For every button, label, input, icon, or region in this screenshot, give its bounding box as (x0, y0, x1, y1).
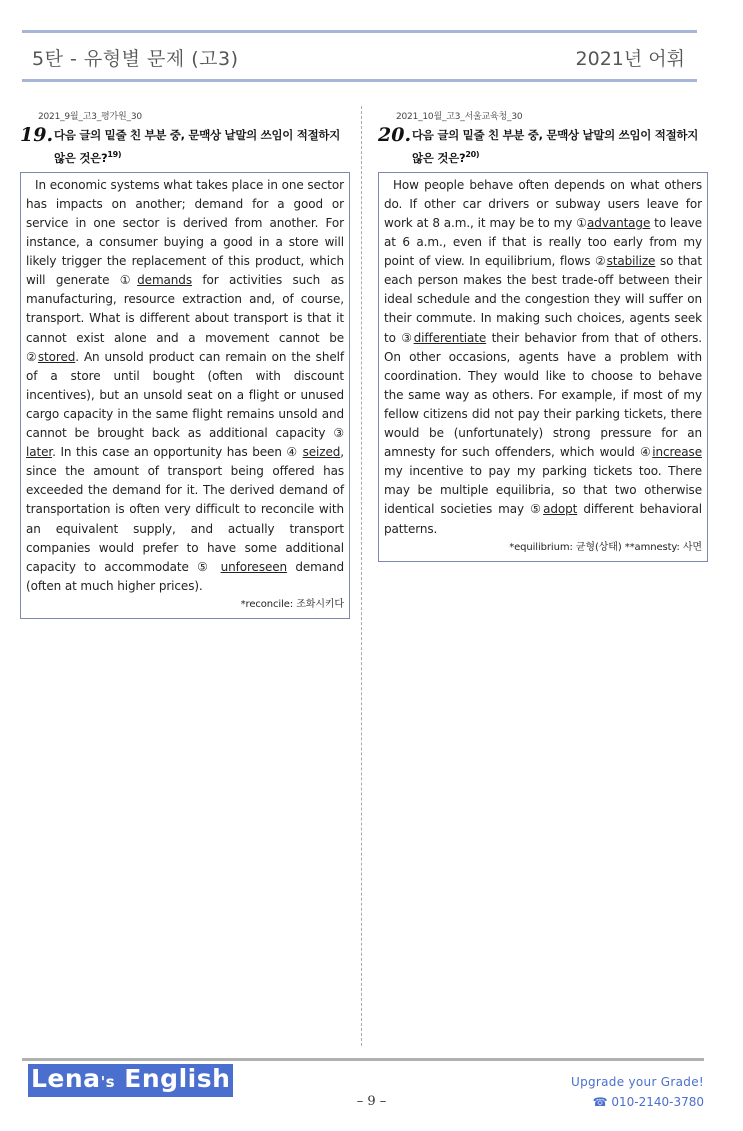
phone-number: ☎ 010-2140-3780 (592, 1095, 704, 1109)
header-year-title: 2021년 어휘 (575, 48, 685, 70)
logo-text-tail: English (115, 1064, 231, 1093)
question-header (20, 124, 350, 168)
underlined-word: differentiate (413, 330, 487, 345)
question-number: 19. (20, 124, 54, 146)
question-source: 2021_10월_고3_서울교육청_30 (396, 112, 523, 122)
footer-rule (22, 1058, 704, 1061)
header-title: 5탄 - 유형별 문제 (고3) (32, 48, 239, 70)
footnote-ref: 20) (465, 150, 480, 159)
question-prompt (54, 124, 350, 168)
slogan: Upgrade your Grade! (570, 1075, 704, 1089)
passage-segment: ① (119, 273, 138, 288)
vocab-note: *reconcile: 조화시키다 (240, 598, 344, 610)
question-prompt-text: 다음 글의 밑줄 친 부분 중, 문맥상 낱말의 쓰임이 적절하지 않은 것은? (412, 128, 699, 165)
passage-segment: demand (often at much higher prices). (26, 559, 344, 593)
question-number: 20. (378, 124, 412, 146)
question-prompt (412, 124, 708, 168)
passage-segment: How people behave often depends on what others do. If other car drivers or subway users leave for work at 8 a.m., it may be to my ① (384, 177, 702, 231)
vocab-note: *equilibrium: 균형(상태) **amnesty: 사면 (509, 541, 702, 553)
underlined-word: stored (37, 349, 76, 364)
column-divider (361, 106, 362, 1046)
footnote-ref: 19) (107, 150, 122, 159)
passage-segment: . An unsold product can remain on the shelf of a store until bought (often with discount incentives), but an unsold seat on a flight or unused cargo capacity in the same flight remains unsold and cannot be brought back as additional capacity ③ (26, 349, 344, 441)
underlined-word: later (26, 445, 53, 460)
passage-segment: , since the amount of transport being offered has exceeded the demand for it. The derived demand of transportation is often very difficult to reconcile with an equivalent supply, and actually transport companies would prefer to have some additional capacity to accommodate ⑤ (26, 445, 344, 574)
header-top-rule (22, 30, 697, 33)
underlined-word: increase (652, 445, 702, 460)
passage-box (378, 172, 708, 562)
logo-text-main: Lena (31, 1064, 101, 1093)
passage-segment: different behavioral patterns. (384, 502, 702, 536)
question-prompt-text: 다음 글의 밑줄 친 부분 중, 문맥상 낱말의 쓰임이 적절하지 않은 것은? (54, 128, 341, 165)
passage-segment: . In this case an opportunity has been ④ (52, 445, 303, 460)
passage-segment: In economic systems what takes place in one sector has impacts on another; demand for a good or service in one sector is derived from another. For instance, a consumer buying a good in a store will likely trigger the replacement of this product, which will generate (26, 177, 344, 288)
passage-box (20, 172, 350, 619)
underlined-word: demands (137, 273, 192, 288)
passage-segment: so that each person makes the best trade-off between their ideal schedule and the congestion they will suffer on their commute. In making such choices, agents seek to ③ (384, 254, 703, 345)
question-header (378, 124, 708, 168)
passage-segment: for activities such as manufacturing, resource extraction and, of course, transport. What is different about transport is that it cannot exist alone and a movement cannot be ② (26, 273, 344, 364)
passage-segment: their behavior from that of others. On other occasions, agents have a problem with coordination. They would like to choose to behave the same way as others. For example, if most of my fellow citizens did not pay their parking tickets, there would be (unfortunately) strong pressure for an amnesty for such offenders, which would ④ (384, 330, 702, 460)
question-source: 2021_9월_고3_평가원_30 (38, 112, 142, 122)
passage-text (26, 178, 344, 593)
underlined-word: seized (302, 445, 341, 460)
underlined-word: adopt (543, 502, 578, 517)
passage-text (384, 178, 702, 536)
page-number: – 9 – (356, 1094, 387, 1109)
underlined-word: unforeseen (220, 559, 288, 574)
underlined-word: stabilize (606, 254, 656, 269)
passage-segment: my incentive to pay my parking tickets too. There may be multiple equilibria, so that two otherwise identical societies may ⑤ (384, 464, 702, 517)
passage-segment: to leave at 6 a.m., even if that is really too early from my point of view. In equilibrium, flows ② (384, 216, 702, 269)
header-bottom-rule (22, 79, 697, 82)
question-19 (20, 109, 350, 619)
brand-logo (28, 1064, 233, 1097)
logo-text-s: 's (100, 1073, 116, 1091)
underlined-word: advantage (587, 216, 651, 231)
question-20 (378, 109, 708, 562)
